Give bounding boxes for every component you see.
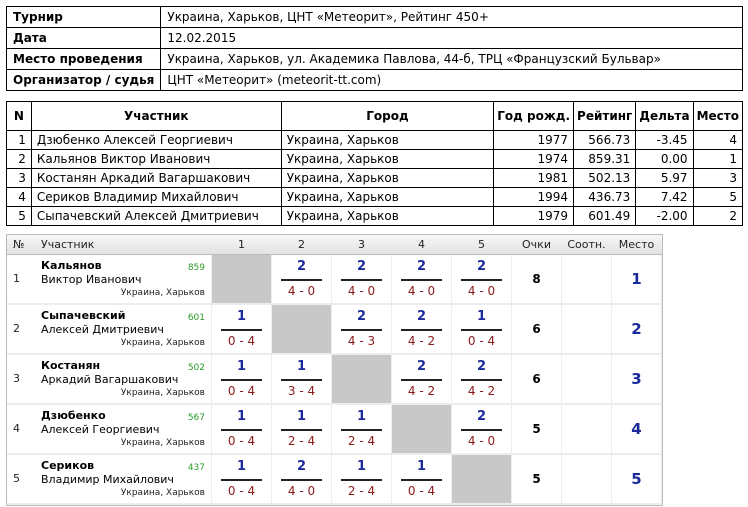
- ct-row-number-label: 3: [13, 372, 20, 385]
- ct-header-col-2: 2: [298, 238, 305, 251]
- ct-place-cell: 1: [612, 255, 661, 303]
- game-result-cell: [392, 355, 451, 403]
- crosstable-row: [7, 255, 662, 305]
- game-result-cell: [452, 355, 511, 403]
- player-given-name: Алексей Дмитриевич: [41, 323, 164, 336]
- participant-n-cell: 3: [7, 169, 32, 188]
- participant-rating-cell: 566.73: [574, 131, 636, 150]
- player-city: Украина, Харьков: [120, 388, 205, 398]
- ct-header-col-1: 1: [238, 238, 245, 251]
- participant-n-cell: 4: [7, 188, 32, 207]
- participant-name-cell: Дзюбенко Алексей Георгиевич: [31, 131, 281, 150]
- player-city: Украина, Харьков: [120, 338, 205, 348]
- participant-place-cell: 4: [693, 131, 742, 150]
- ct-header-col-4: 4: [418, 238, 425, 251]
- crosstable-row: [7, 355, 662, 405]
- ct-header-col-5: 5: [478, 238, 485, 251]
- game-score: 0 - 4: [227, 434, 256, 448]
- game-points: 1: [356, 459, 367, 474]
- game-points: 1: [296, 409, 307, 424]
- participant-rating-cell: 859.31: [574, 150, 636, 169]
- result-divider: [461, 429, 502, 431]
- info-label: Организатор / судья: [7, 70, 161, 91]
- game-score: 2 - 4: [347, 484, 376, 498]
- participant-name-cell: Костанян Аркадий Вагаршакович: [31, 169, 281, 188]
- participant-city-cell: Украина, Харьков: [281, 207, 494, 226]
- participant-name-cell: Кальянов Виктор Иванович: [31, 150, 281, 169]
- result-divider: [341, 279, 382, 281]
- info-row-date: [7, 28, 743, 49]
- ct-ratio-cell: [562, 255, 611, 303]
- result-divider: [221, 479, 262, 481]
- ct-points-cell: 5: [512, 405, 561, 453]
- game-score: 4 - 3: [347, 334, 376, 348]
- info-value: ЦНТ «Метеорит» (meteorit-tt.com): [161, 70, 743, 91]
- player-city: Украина, Харьков: [120, 288, 205, 298]
- game-points: 2: [476, 409, 487, 424]
- game-points: 1: [356, 409, 367, 424]
- game-result-cell: [452, 405, 511, 453]
- participant-row: [7, 150, 743, 169]
- participant-n-cell: 1: [7, 131, 32, 150]
- self-game-cell: [212, 255, 271, 303]
- game-score: 4 - 0: [467, 284, 496, 298]
- game-score: 0 - 4: [227, 484, 256, 498]
- player-given-name: Аркадий Вагаршакович: [41, 373, 179, 386]
- ct-ratio-cell: [562, 405, 611, 453]
- participant-rating-cell: 436.73: [574, 188, 636, 207]
- participant-year-cell: 1979: [494, 207, 574, 226]
- tournament-info-table: [6, 6, 743, 91]
- info-label: Место проведения: [7, 49, 161, 70]
- participant-row: [7, 188, 743, 207]
- ct-row-number-label: 2: [13, 322, 20, 335]
- player-city: Украина, Харьков: [120, 438, 205, 448]
- ct-header-num: №: [13, 238, 25, 251]
- ct-player-cell: [7, 455, 211, 503]
- ct-points-cell: 6: [512, 355, 561, 403]
- player-given-name: Алексей Георгиевич: [41, 423, 160, 436]
- player-rating: 502: [187, 363, 205, 373]
- crosstable-header: [7, 235, 662, 255]
- game-points: 1: [236, 359, 247, 374]
- game-score: 0 - 4: [467, 334, 496, 348]
- result-divider: [401, 479, 442, 481]
- result-divider: [341, 429, 382, 431]
- player-surname[interactable]: Сериков: [41, 459, 95, 472]
- game-score: 4 - 2: [407, 384, 436, 398]
- participant-year-cell: 1977: [494, 131, 574, 150]
- game-score: 0 - 4: [227, 334, 256, 348]
- info-value: Украина, Харьков, ЦНТ «Метеорит», Рейтинг 450+: [161, 7, 743, 28]
- player-city: Украина, Харьков: [120, 488, 205, 498]
- game-result-cell: [452, 255, 511, 303]
- info-row-tournament: [7, 7, 743, 28]
- player-surname[interactable]: Сыпачевский: [41, 309, 126, 322]
- game-points: 2: [416, 259, 427, 274]
- ct-place-cell: 3: [612, 355, 661, 403]
- game-score: 4 - 0: [287, 284, 316, 298]
- game-score: 4 - 0: [287, 484, 316, 498]
- game-points: 1: [476, 309, 487, 324]
- game-score: 4 - 2: [467, 384, 496, 398]
- participant-delta-cell: -2.00: [636, 207, 693, 226]
- game-points: 2: [356, 309, 367, 324]
- player-surname[interactable]: Дзюбенко: [41, 409, 106, 422]
- participant-place-cell: 2: [693, 207, 742, 226]
- crosstable-row: [7, 405, 662, 455]
- participant-name-cell: Сериков Владимир Михайлович: [31, 188, 281, 207]
- ct-header-col-3: 3: [358, 238, 365, 251]
- ct-player-cell: [7, 305, 211, 353]
- game-result-cell: [272, 405, 331, 453]
- col-header-place: Место: [693, 102, 742, 131]
- participant-city-cell: Украина, Харьков: [281, 188, 494, 207]
- game-result-cell: [332, 455, 391, 503]
- game-score: 0 - 4: [407, 484, 436, 498]
- ct-points-cell: 6: [512, 305, 561, 353]
- participant-year-cell: 1981: [494, 169, 574, 188]
- game-result-cell: [392, 305, 451, 353]
- result-divider: [341, 329, 382, 331]
- ct-points-cell: 5: [512, 455, 561, 503]
- participant-place-cell: 3: [693, 169, 742, 188]
- ct-row-number-label: 4: [13, 422, 20, 435]
- game-points: 1: [236, 459, 247, 474]
- player-rating: 567: [187, 413, 205, 423]
- participant-city-cell: Украина, Харьков: [281, 169, 494, 188]
- result-divider: [281, 279, 322, 281]
- game-result-cell: [272, 355, 331, 403]
- participant-n-cell: 2: [7, 150, 32, 169]
- self-game-cell: [332, 355, 391, 403]
- player-given-name: Владимир Михайлович: [41, 473, 174, 486]
- game-result-cell: [212, 405, 271, 453]
- ct-place-cell: 5: [612, 455, 661, 503]
- result-divider: [281, 379, 322, 381]
- participant-delta-cell: 7.42: [636, 188, 693, 207]
- col-header-birth-year: Год рожд.: [494, 102, 574, 131]
- participant-city-cell: Украина, Харьков: [281, 150, 494, 169]
- participant-city-cell: Украина, Харьков: [281, 131, 494, 150]
- game-points: 2: [476, 359, 487, 374]
- game-points: 2: [416, 309, 427, 324]
- col-header-delta: Дельта: [636, 102, 693, 131]
- game-points: 2: [416, 359, 427, 374]
- result-divider: [281, 429, 322, 431]
- ct-row-number-label: 1: [13, 272, 20, 285]
- participants-header-row: [7, 102, 743, 131]
- game-result-cell: [452, 305, 511, 353]
- ct-player-cell: [7, 255, 211, 303]
- game-score: 4 - 0: [467, 434, 496, 448]
- self-game-cell: [452, 455, 511, 503]
- game-points: 2: [296, 259, 307, 274]
- participant-n-cell: 5: [7, 207, 32, 226]
- participant-year-cell: 1974: [494, 150, 574, 169]
- result-divider: [461, 379, 502, 381]
- info-label: Турнир: [7, 7, 161, 28]
- game-score: 0 - 4: [227, 384, 256, 398]
- game-result-cell: [272, 455, 331, 503]
- player-given-name: Виктор Иванович: [41, 273, 142, 286]
- self-game-cell: [392, 405, 451, 453]
- participant-place-cell: 5: [693, 188, 742, 207]
- ct-points-cell: 8: [512, 255, 561, 303]
- game-result-cell: [392, 455, 451, 503]
- ct-player-cell: [7, 355, 211, 403]
- participant-row: [7, 169, 743, 188]
- result-divider: [401, 279, 442, 281]
- game-score: 2 - 4: [287, 434, 316, 448]
- participant-delta-cell: 5.97: [636, 169, 693, 188]
- result-divider: [281, 479, 322, 481]
- game-points: 2: [476, 259, 487, 274]
- participant-name-cell: Сыпачевский Алексей Дмитриевич: [31, 207, 281, 226]
- ct-header-points: Очки: [522, 238, 551, 251]
- game-score: 2 - 4: [347, 434, 376, 448]
- participants-table: [6, 101, 743, 226]
- result-divider: [221, 329, 262, 331]
- result-divider: [221, 379, 262, 381]
- game-score: 4 - 2: [407, 334, 436, 348]
- info-row-venue: [7, 49, 743, 70]
- player-rating: 437: [187, 463, 205, 473]
- info-value: 12.02.2015: [161, 28, 743, 49]
- col-header-player: Участник: [31, 102, 281, 131]
- game-result-cell: [212, 305, 271, 353]
- game-score: 4 - 0: [407, 284, 436, 298]
- game-points: 1: [236, 409, 247, 424]
- ct-header-place: Место: [618, 238, 655, 251]
- participant-place-cell: 1: [693, 150, 742, 169]
- game-result-cell: [332, 255, 391, 303]
- info-label: Дата: [7, 28, 161, 49]
- info-row-organizer: [7, 70, 743, 91]
- ct-place-cell: 4: [612, 405, 661, 453]
- game-points: 1: [236, 309, 247, 324]
- col-header-city: Город: [281, 102, 494, 131]
- game-result-cell: [212, 355, 271, 403]
- col-header-n: N: [7, 102, 32, 131]
- participant-delta-cell: -3.45: [636, 131, 693, 150]
- result-divider: [401, 379, 442, 381]
- result-divider: [341, 479, 382, 481]
- result-divider: [461, 279, 502, 281]
- ct-ratio-cell: [562, 355, 611, 403]
- participant-rating-cell: 502.13: [574, 169, 636, 188]
- ct-ratio-cell: [562, 455, 611, 503]
- participant-rating-cell: 601.49: [574, 207, 636, 226]
- player-rating: 601: [187, 313, 205, 323]
- player-surname[interactable]: Костанян: [41, 359, 101, 372]
- info-value: Украина, Харьков, ул. Академика Павлова, 44-б, ТРЦ «Французский Бульвар»: [161, 49, 743, 70]
- ct-ratio-cell: [562, 305, 611, 353]
- ct-place-cell: 2: [612, 305, 661, 353]
- game-points: 1: [296, 359, 307, 374]
- participant-row: [7, 207, 743, 226]
- result-divider: [461, 329, 502, 331]
- ct-header-player: Участник: [41, 238, 95, 251]
- participant-delta-cell: 0.00: [636, 150, 693, 169]
- player-surname[interactable]: Кальянов: [41, 259, 102, 272]
- result-divider: [401, 329, 442, 331]
- game-score: 3 - 4: [287, 384, 316, 398]
- crosstable: [6, 234, 663, 506]
- participant-row: [7, 131, 743, 150]
- ct-row-number-label: 5: [13, 472, 20, 485]
- crosstable-row: [7, 305, 662, 355]
- game-score: 4 - 0: [347, 284, 376, 298]
- result-divider: [221, 429, 262, 431]
- col-header-rating: Рейтинг: [574, 102, 636, 131]
- game-result-cell: [332, 405, 391, 453]
- game-points: 2: [356, 259, 367, 274]
- game-result-cell: [332, 305, 391, 353]
- game-result-cell: [272, 255, 331, 303]
- ct-player-cell: [7, 405, 211, 453]
- game-points: 2: [296, 459, 307, 474]
- ct-header-ratio: Соотн.: [567, 238, 606, 251]
- game-result-cell: [392, 255, 451, 303]
- game-result-cell: [212, 455, 271, 503]
- game-points: 1: [416, 459, 427, 474]
- player-rating: 859: [187, 263, 205, 273]
- participant-year-cell: 1994: [494, 188, 574, 207]
- self-game-cell: [272, 305, 331, 353]
- crosstable-row: [7, 455, 662, 505]
